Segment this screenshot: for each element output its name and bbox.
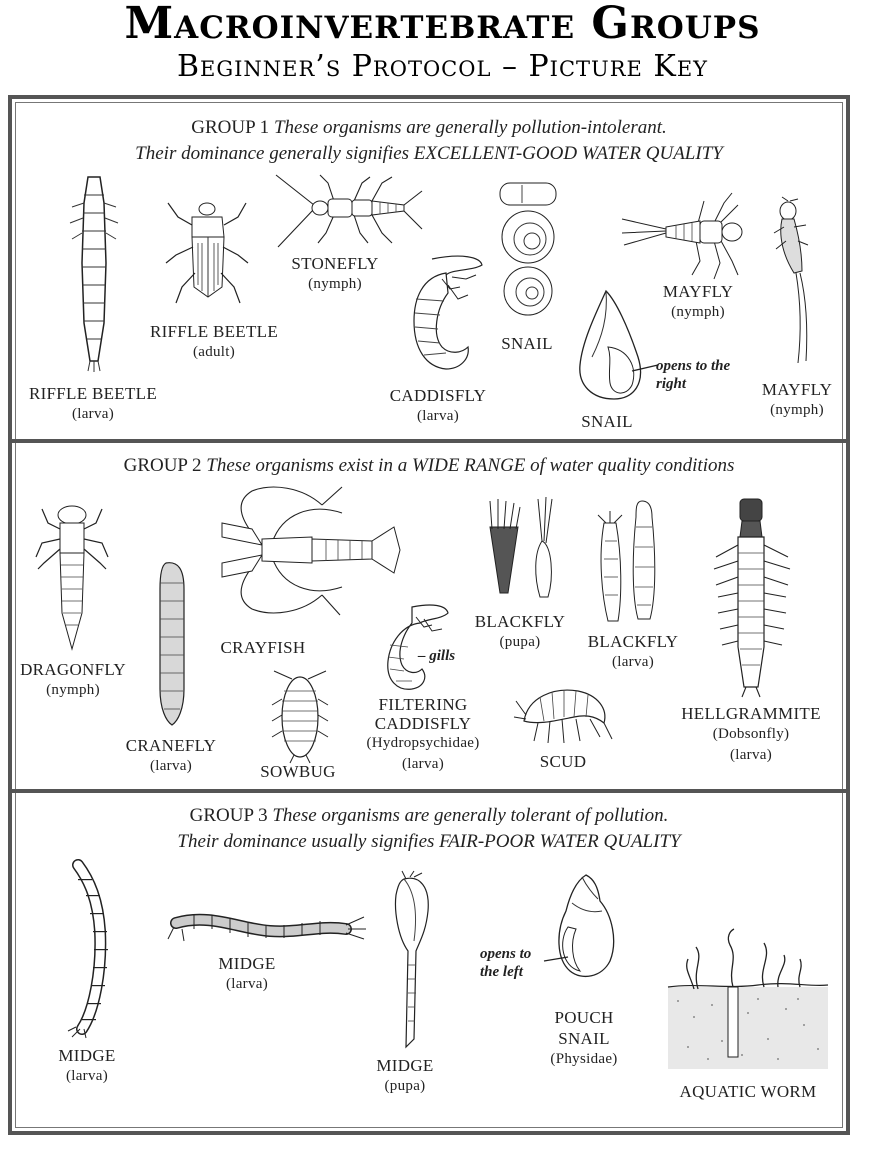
label-midge-larva-horizontal: MIDGE (larva) xyxy=(218,954,276,992)
group-2-description: These organisms exist in a WIDE RANGE of water quality conditions xyxy=(206,455,735,476)
caddisfly-larva-illustration xyxy=(402,249,492,379)
group-divider-1 xyxy=(12,439,846,443)
note-gills: – gills xyxy=(418,648,456,664)
group-2-label: GROUP 2 xyxy=(123,455,202,476)
label-hellgrammite: HELLGRAMMITE (Dobsonfly) (larva) xyxy=(681,704,821,763)
label-cranefly-larva: CRANEFLY (larva) xyxy=(125,736,217,774)
note-opens-to-right: opens to the right xyxy=(656,358,731,392)
group-3-water-quality: Their dominance usually signifies FAIR-POOR WATER QUALITY xyxy=(177,831,681,852)
page-title: Macroinvertebrate Groups xyxy=(124,0,761,49)
midge-pupa-illustration xyxy=(384,871,444,1051)
group-1-heading-line1 xyxy=(12,115,846,141)
label-mayfly-nymph-vertical: MAYFLY (nymph) xyxy=(761,380,833,418)
dragonfly-nymph-illustration xyxy=(32,503,112,653)
pouch-snail-illustration xyxy=(542,871,622,981)
picture-key-frame xyxy=(8,95,850,1135)
group-1-water-quality: Their dominance generally signifies EXCELLENT-GOOD WATER QUALITY xyxy=(135,143,723,164)
group-3-heading-line1 xyxy=(12,803,846,829)
note-opens-to-left: opens to the left xyxy=(480,946,532,980)
label-sowbug: SOWBUG xyxy=(260,762,336,781)
label-riffle-beetle-adult: RIFFLE BEETLE (adult) xyxy=(149,322,279,360)
cranefly-larva-illustration xyxy=(148,559,198,729)
label-riffle-beetle-larva: RIFFLE BEETLE (larva) xyxy=(28,384,158,422)
group-1-label: GROUP 1 xyxy=(191,117,270,138)
label-aquatic-worm: AQUATIC WORM xyxy=(679,1082,817,1101)
label-midge-larva-vertical: MIDGE (larva) xyxy=(58,1046,116,1084)
blackfly-larva-illustration xyxy=(590,497,670,627)
blackfly-pupa-illustration xyxy=(482,497,572,607)
group-divider-2 xyxy=(12,789,846,793)
group-1-description: These organisms are generally pollution-intolerant. xyxy=(273,117,667,138)
aquatic-worm-illustration xyxy=(668,929,828,1069)
label-caddisfly-larva: CADDISFLY (larva) xyxy=(389,386,487,424)
group-3-heading-line2 xyxy=(12,829,846,855)
snail-shells-illustration xyxy=(494,179,564,319)
page-subtitle: Beginner’s Protocol – Picture Key xyxy=(176,49,709,84)
label-scud: SCUD xyxy=(539,752,587,771)
snail-right-opening-illustration xyxy=(572,287,652,402)
group-3-description: These organisms are generally tolerant of pollution. xyxy=(272,805,669,826)
group-3-label: GROUP 3 xyxy=(189,805,268,826)
label-snail-shells: SNAIL xyxy=(501,334,553,353)
label-blackfly-larva: BLACKFLY (larva) xyxy=(587,632,679,670)
sowbug-illustration xyxy=(270,669,330,764)
group-2-heading xyxy=(12,453,846,479)
riffle-beetle-adult-illustration xyxy=(162,197,252,307)
label-midge-pupa: MIDGE (pupa) xyxy=(376,1056,434,1094)
label-dragonfly-nymph: DRAGONFLY (nymph) xyxy=(20,660,126,698)
label-pouch-snail: POUCH SNAIL (Physidae) xyxy=(550,1008,618,1067)
label-snail-right: SNAIL xyxy=(581,412,633,431)
label-filtering-caddisfly: FILTERING CADDISFLY (Hydropsychidae) (larva) xyxy=(366,695,480,772)
riffle-beetle-larva-illustration xyxy=(64,173,124,373)
label-stonefly-nymph: STONEFLY (nymph) xyxy=(291,254,379,292)
mayfly-nymph-illustration xyxy=(620,183,760,283)
mayfly-nymph-vertical-illustration xyxy=(772,197,822,367)
group-1-heading-line2 xyxy=(12,141,846,167)
midge-larva-horizontal-illustration xyxy=(160,899,370,959)
label-mayfly-nymph: MAYFLY (nymph) xyxy=(662,282,734,320)
label-blackfly-pupa: BLACKFLY (pupa) xyxy=(474,612,566,650)
midge-larva-vertical-illustration xyxy=(64,861,124,1039)
hellgrammite-illustration xyxy=(712,497,792,697)
stonefly-nymph-illustration xyxy=(274,171,424,251)
scud-illustration xyxy=(514,681,614,751)
label-crayfish: CRAYFISH xyxy=(220,638,306,657)
